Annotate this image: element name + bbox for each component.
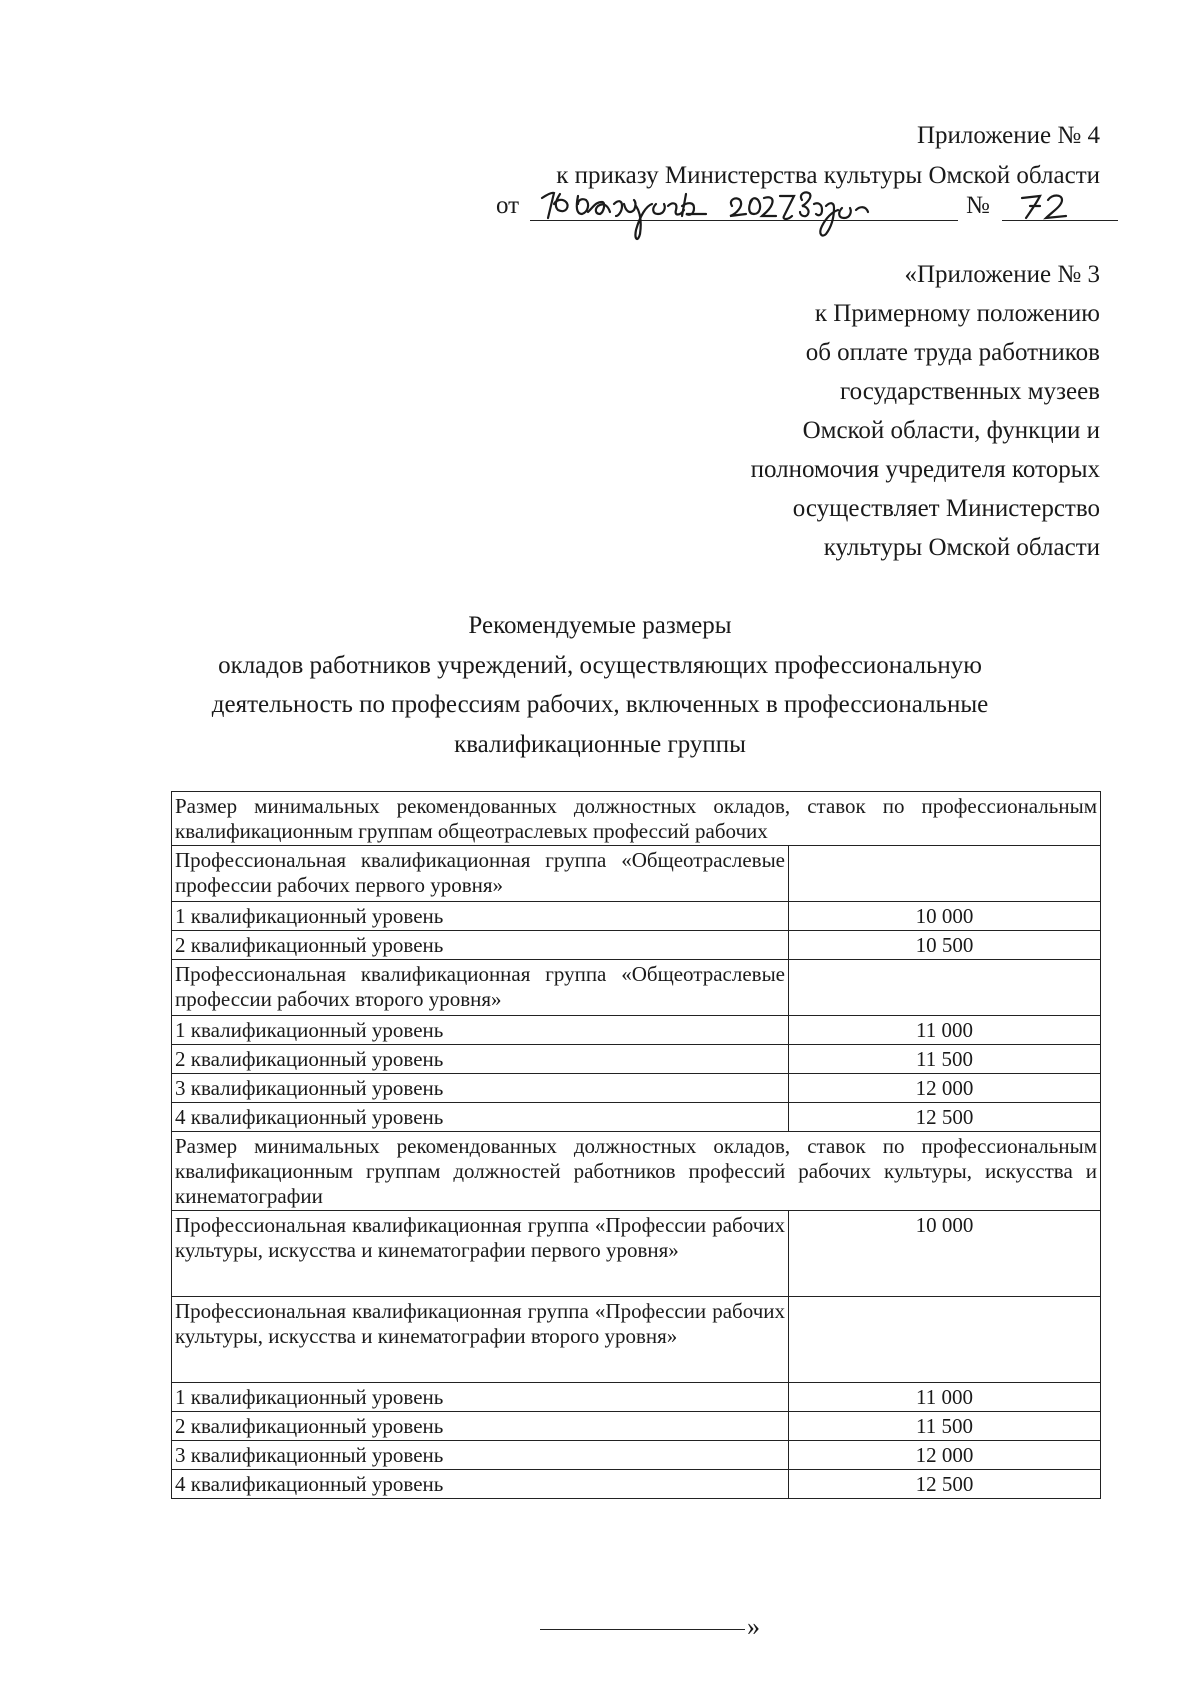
level-label: 1 квалификационный уровень (172, 1016, 789, 1045)
table-row (172, 1132, 1101, 1211)
order-date-number-line (496, 176, 1040, 236)
closing-quote: » (747, 1612, 760, 1641)
salary-table (171, 791, 1101, 1499)
table-row (172, 931, 1101, 960)
subheader-line: Омской области, функции и (802, 417, 1100, 444)
level-value: 11 500 (789, 1412, 1101, 1441)
table-row (172, 1412, 1101, 1441)
subheader-line: полномочия учредителя которых (750, 456, 1100, 483)
table-row (172, 960, 1101, 1016)
title-line: окладов работников учреждений, осуществляющих профессиональную (218, 651, 982, 679)
table-row (172, 1103, 1101, 1132)
level-value: 10 500 (789, 931, 1101, 960)
group-value (789, 1297, 1101, 1383)
level-label: 4 квалификационный уровень (172, 1103, 789, 1132)
table-row (172, 1441, 1101, 1470)
level-value: 11 500 (789, 1045, 1101, 1074)
group-value (789, 960, 1101, 1016)
handwritten-number (496, 176, 1116, 246)
level-label: 1 квалификационный уровень (172, 1383, 789, 1412)
title-line: деятельность по профессиям рабочих, включенных в профессиональные (211, 691, 989, 718)
level-label: 1 квалификационный уровень (172, 902, 789, 931)
closing-underline (540, 1629, 745, 1630)
subheader-line: «Приложение № 3 (904, 261, 1100, 288)
subheader-line: осуществляет Министерство (792, 495, 1100, 522)
table-row (172, 846, 1101, 902)
table-row (172, 1045, 1101, 1074)
subheader-block (580, 255, 1100, 567)
table-row (172, 1074, 1101, 1103)
group-name: Профессиональная квалификационная группа «Профессии рабочих культуры, искусства и кинематографии первого уровня» (172, 1211, 789, 1297)
level-value: 12 000 (789, 1441, 1101, 1470)
level-value: 12 000 (789, 1074, 1101, 1103)
table-row (172, 792, 1101, 846)
subheader-line: культуры Омской области (823, 534, 1100, 561)
table-row (172, 1211, 1101, 1297)
group-name: Профессиональная квалификационная группа «Общеотраслевые профессии рабочих первого уровня» (172, 846, 789, 902)
level-label: 3 квалификационный уровень (172, 1441, 789, 1470)
table-row (172, 1016, 1101, 1045)
appendix-number: Приложение № 4 (916, 122, 1100, 149)
level-value: 12 500 (789, 1470, 1101, 1499)
subheader-line: к Примерному положению (814, 300, 1100, 327)
group-value (789, 846, 1101, 902)
level-value: 11 000 (789, 1383, 1101, 1412)
number-label: № (966, 192, 990, 219)
level-value: 11 000 (789, 1016, 1101, 1045)
level-label: 4 квалификационный уровень (172, 1470, 789, 1499)
section-heading: Размер минимальных рекомендованных должностных окладов, ставок по профессиональным квалификационным группам должностей работников профессий рабочих культуры, искусства и кинематографии (172, 1132, 1101, 1211)
table-row (172, 1297, 1101, 1383)
title-line: квалификационные группы (454, 730, 746, 758)
table-row (172, 902, 1101, 931)
group-value: 10 000 (789, 1211, 1101, 1297)
table-row (172, 1470, 1101, 1499)
level-value: 10 000 (789, 902, 1101, 931)
order-reference: к приказу Министерства культуры Омской области (556, 162, 1100, 189)
level-value: 12 500 (789, 1103, 1101, 1132)
group-name: Профессиональная квалификационная группа «Профессии рабочих культуры, искусства и кинематографии второго уровня» (172, 1297, 789, 1383)
level-label: 2 квалификационный уровень (172, 1045, 789, 1074)
document-title (150, 606, 1050, 764)
section-heading: Размер минимальных рекомендованных должностных окладов, ставок по профессиональным квалификационным группам общеотраслевых профессий рабочих (172, 792, 1101, 846)
subheader-line: государственных музеев (839, 378, 1100, 405)
level-label: 3 квалификационный уровень (172, 1074, 789, 1103)
group-name: Профессиональная квалификационная группа «Общеотраслевые профессии рабочих второго уровня» (172, 960, 789, 1016)
table-row (172, 1383, 1101, 1412)
level-label: 2 квалификационный уровень (172, 1412, 789, 1441)
from-label: от (496, 192, 520, 219)
title-line: Рекомендуемые размеры (468, 612, 732, 639)
level-label: 2 квалификационный уровень (172, 931, 789, 960)
subheader-line: об оплате труда работников (805, 339, 1100, 366)
